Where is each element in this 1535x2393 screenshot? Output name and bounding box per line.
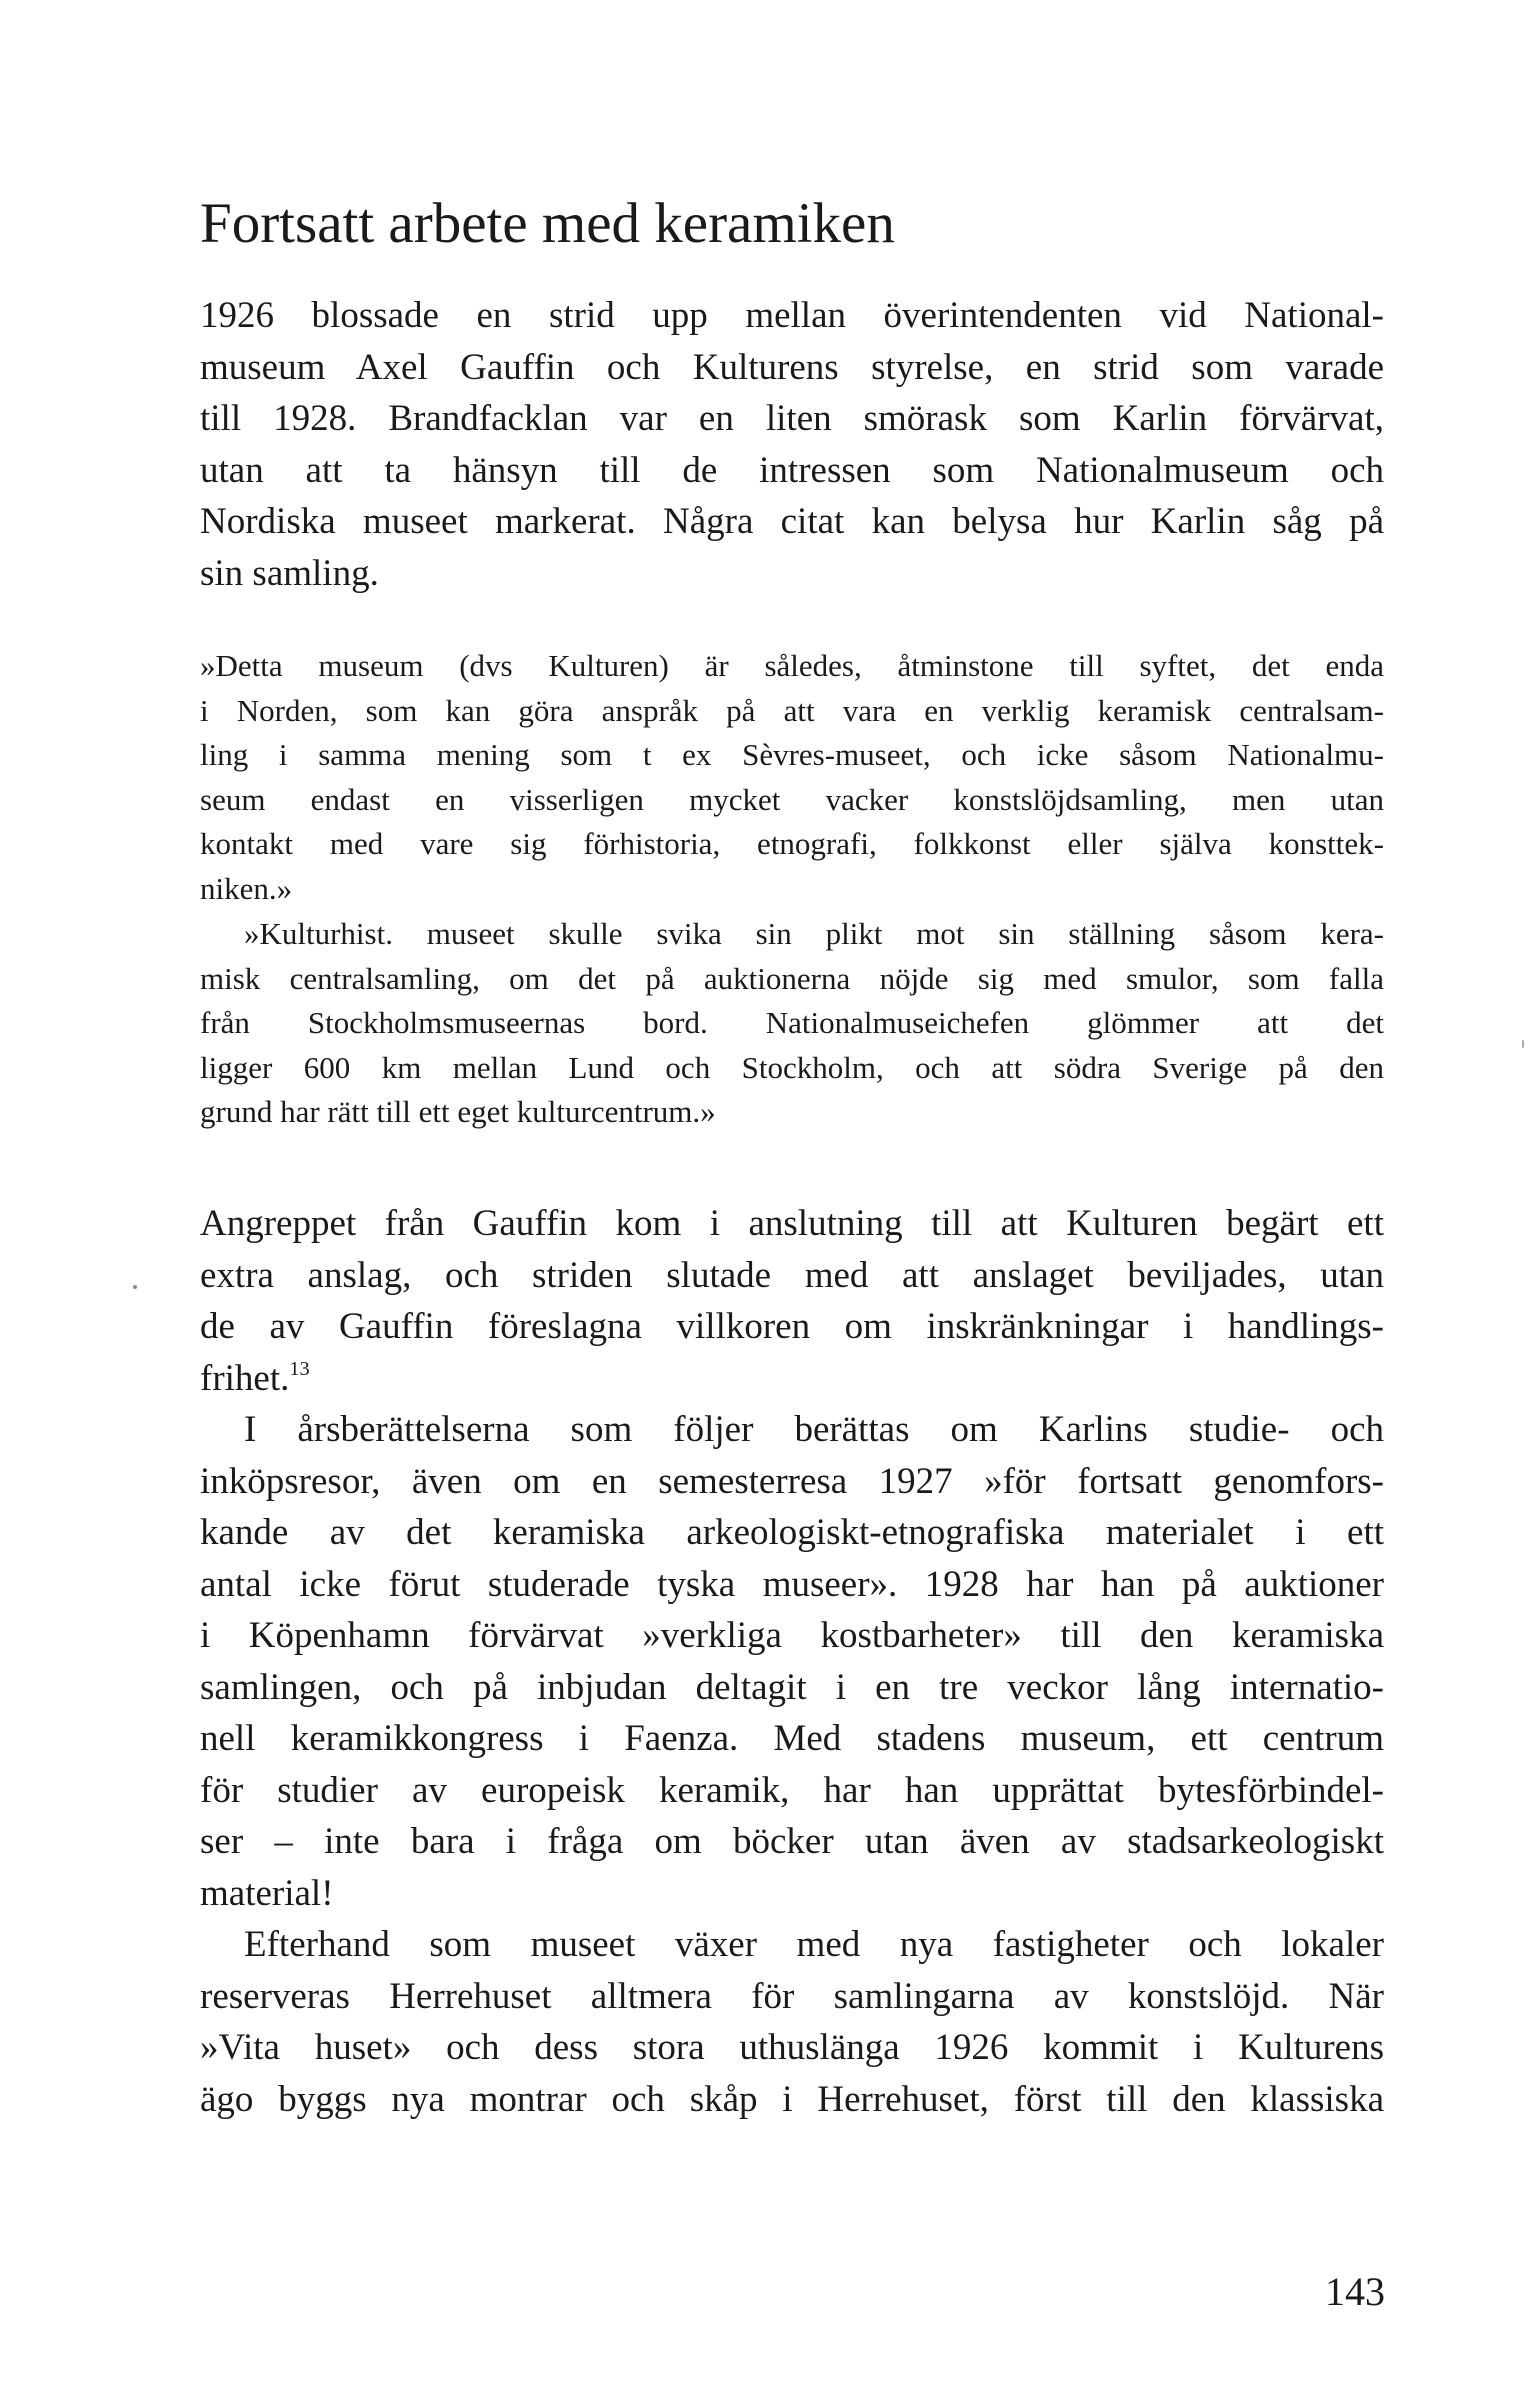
text-line: material!	[200, 1872, 334, 1914]
block-quote-2	[200, 912, 1384, 1135]
block-quote-1	[200, 644, 1384, 911]
text-line: antal icke förut studerade tyska museer». 1928 har han på auktioner	[200, 1563, 1384, 1605]
text-line: utan att ta hänsyn till de intressen som Nationalmuseum och	[200, 449, 1384, 491]
text-line: kontakt med vare sig förhistoria, etnografi, folkkonst eller själva konsttek-	[200, 826, 1384, 861]
text-line: ling i samma mening som t ex Sèvres-museet, och icke såsom Nationalmu-	[200, 737, 1384, 772]
text-line: misk centralsamling, om det på auktionerna nöjde sig med smulor, som falla	[200, 960, 1384, 996]
section-heading: Fortsatt arbete med keramiken	[200, 192, 895, 255]
paragraph-reports	[200, 1404, 1384, 1919]
paragraph-attack	[200, 1198, 1384, 1404]
text-line: nell keramikkongress i Faenza. Med stadens museum, ett centrum	[200, 1718, 1384, 1759]
text-line: till 1928. Brandfacklan var en liten smörask som Karlin förvärvat,	[200, 398, 1384, 439]
text-line: museum Axel Gauffin och Kulturens styrelse, en strid som varade	[200, 346, 1384, 388]
text-line: i Köpenhamn förvärvat »verkliga kostbarheter» till den keramiska	[200, 1615, 1384, 1656]
text-line: »Kulturhist. museet skulle svika sin plikt mot sin ställning såsom kera-	[244, 916, 1384, 951]
text-line: samlingen, och på inbjudan deltagit i en tre veckor lång internatio-	[200, 1666, 1384, 1708]
paragraph-growth	[200, 1919, 1384, 2125]
text-line: I årsberättelserna som följer berättas om Karlins studie- och	[244, 1409, 1384, 1450]
text-line: grund har rätt till ett eget kulturcentrum.»	[200, 1094, 716, 1129]
text-line: »Detta museum (dvs Kulturen) är således, åtminstone till syftet, det enda	[200, 648, 1384, 683]
text-line	[200, 1353, 1384, 1405]
text-fragment: frihet.	[200, 1357, 290, 1399]
text-line: kande av det keramiska arkeologiskt-etnografiska materialet i ett	[200, 1512, 1384, 1553]
text-line: sin samling.	[200, 552, 379, 594]
intro-paragraph	[200, 290, 1384, 599]
text-line: niken.»	[200, 870, 293, 906]
text-line: för studier av europeisk keramik, har han upprättat bytesförbindel-	[200, 1769, 1384, 1811]
scan-speck	[133, 1285, 137, 1289]
scan-speck	[1522, 1040, 1524, 1048]
text-line: seum endast en visserligen mycket vacker konstslöjdsamling, men utan	[200, 781, 1384, 817]
text-line: från Stockholmsmuseernas bord. Nationalmuseichefen glömmer att det	[200, 1005, 1384, 1040]
text-line: reserveras Herrehuset alltmera för samlingarna av konstslöjd. När	[200, 1975, 1384, 2017]
text-line: ser – inte bara i fråga om böcker utan även av stadsarkeologiskt	[200, 1821, 1384, 1862]
text-line: »Vita huset» och dess stora uthuslänga 1926 kommit i Kulturens	[200, 2027, 1384, 2068]
text-line: de av Gauffin föreslagna villkoren om inskränkningar i handlings-	[200, 1306, 1384, 1347]
text-line: inköpsresor, även om en semesterresa 1927 »för fortsatt genomfors-	[200, 1460, 1384, 1502]
text-line: Efterhand som museet växer med nya fastigheter och lokaler	[244, 1924, 1384, 1965]
text-line: extra anslag, och striden slutade med att anslaget beviljades, utan	[200, 1254, 1384, 1296]
text-line: 1926 blossade en strid upp mellan överintendenten vid National-	[200, 295, 1384, 336]
footnote-reference[interactable]: 13	[289, 1357, 310, 1380]
text-line: Nordiska museet markerat. Några citat kan belysa hur Karlin såg på	[200, 501, 1384, 542]
text-line: Angreppet från Gauffin kom i anslutning till att Kulturen begärt ett	[200, 1203, 1384, 1244]
text-line: ligger 600 km mellan Lund och Stockholm, och att södra Sverige på den	[200, 1049, 1384, 1085]
text-line: i Norden, som kan göra anspråk på att vara en verklig keramisk centralsam-	[200, 692, 1384, 728]
text-line: ägo byggs nya montrar och skåp i Herrehuset, först till den klassiska	[200, 2078, 1384, 2120]
page-number: 143	[1325, 2269, 1385, 2314]
